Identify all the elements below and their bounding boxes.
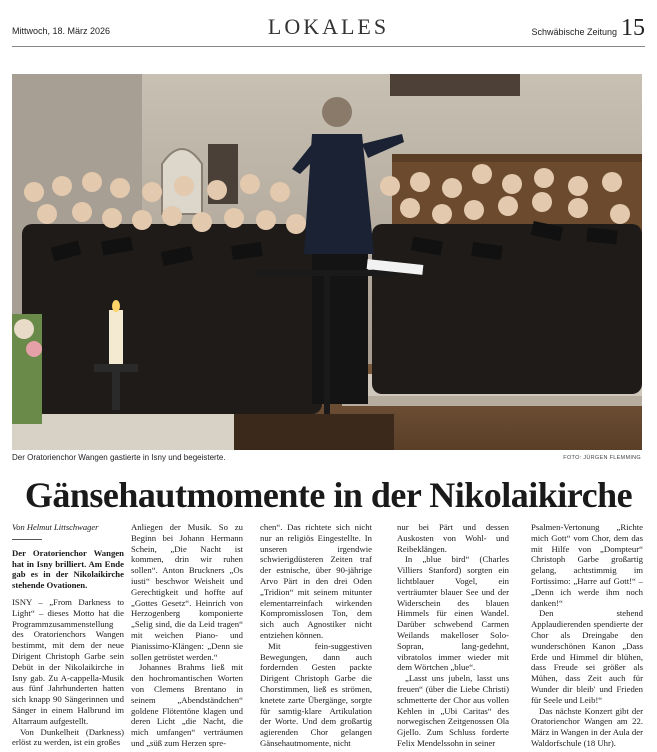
byline-rule (12, 539, 42, 540)
article-paragraph-continued: Psalmen-Vertonung „Richte mich Gott“ vom Chor, dem das mit Hilfe von „Dompteur“ Christoph Garbe großartig gelang, achtstimmig im Fortissimo: „Harre auf Gott!“ – „Denn ich werde ihm noch danken!“ (531, 522, 643, 608)
article-column-1 (12, 522, 124, 748)
article-paragraph: ISNY – „From Darkness to Light“ – dieses Motto hat die Programmzusammenstellung des Oratorienchors Wangen bestimmt, mit dem der neue Dirigent Christoph Garbe sein Debüt in der Nikolaikirche in Isny gab. Zu A-cappella-Musik aus fünf Jahrhunderten hatten sich knapp 90 Sängerinnen und Sänger in einem Halbrund im Altarraum aufgestellt. (12, 596, 124, 726)
article-column-3 (260, 522, 372, 749)
article-byline: Von Helmut Littschwager (12, 522, 99, 532)
article-paragraph-continued: nur bei Pärt und dessen Auskosten von Wohl- und Reibeklängen. (397, 522, 509, 554)
article-column-4 (397, 522, 509, 749)
article-headline: Gänsehautmomente in der Nikolaikirche (24, 475, 633, 515)
article-paragraph: Den stehend Applaudierenden spendierte der Chor als Dreingabe den wunderschönen Kanon „Dass Erde und Himmel dir blühen, dass Freude sei größer als Mühen, dass Zeit auch für Wunder dir bleib' und Frieden für Seele und Leib!“ (531, 608, 643, 705)
issue-date: Mittwoch, 18. März 2026 (12, 26, 111, 36)
article-paragraph-continued: chen“. Das richtete sich nicht nur an religiös Eingestellte. In unseren irgendwie schwierigdüsteren Zeiten traf der estnische, über 90-jährige Arvo Pärt in den drei Oden „Tridion“ mit seinem mitunter elementarreinfach wirkenden Kompromisslosen Ton, dem sich auch Agnostiker nicht entziehen können. (260, 522, 372, 640)
article-paragraph: Johannes Brahms ließ mit den hochromantischen Worten von Clemens Brentano in seinem „Abendständchen“ goldene Flötentöne klagen und deren Licht „die Nacht, die mich umfangen“ verträumen und „süß zum Herzen spre- (131, 662, 243, 748)
section-title: LOKALES (267, 14, 390, 39)
article-paragraph: Mit fein-suggestiven Bewegungen, dann auch fordernden Gesten packte Dirigent Christoph Garbe die Chorstimmen, ließ es strömen, knetete zarte Übergänge, sorgte für samtig-klare Artikulation der Worte. Und dem großartig agierenden Chor gelangen Gänsehautmomente, nicht (260, 640, 372, 748)
page-number: 15 (621, 15, 645, 41)
choir-photo-illustration (12, 74, 642, 450)
photo-caption: Der Oratorienchor Wangen gastierte in Isny und begeisterte. (12, 453, 226, 462)
choir-photo (12, 74, 642, 450)
article-paragraph: „Lasst uns jubeln, lasst uns freuen“ (über die Liebe Christi) schmetterte der Chor aus vollen Kehlen in „Ubi Caritas“ des norwegischen Zeitgenossen Ola Gjello. Zum Schluss forderte Felix Mendelssohn in seiner (397, 673, 509, 748)
article-paragraph-continued: Anliegen der Musik. So zu Beginn bei Johann Hermann Schein, „Die Nacht ist kommen, drin wir ruhen sollen“. Anton Bruckners „Os iusti“ beschwor Weisheit und Gerechtigkeit und hoffte auf „Gottes Gesetz“. Heinrich von Herzogenberg komponierte „Selig sind, die da Leid tragen“ mit weichen Piano- und Pianissimo-Klängen: „Denn sie sollen getröstet werden.“ (131, 522, 243, 662)
article-paragraph: Das nächste Konzert gibt der Oratorienchor Wangen am 22. März in Wangen in der Aula der Waldorfschule (18 Uhr). (531, 705, 643, 748)
article-column-5 (531, 522, 643, 749)
article-lead: Der Oratorienchor Wangen hat in Isny brilliert. Am Ende gab es in der Nikolaikirche stehende Ovationen. (12, 547, 124, 591)
newspaper-name: Schwäbische Zeitung (531, 27, 617, 37)
article-paragraph: Von Dunkelheit (Darkness) erlöst zu werden, ist ein großes (12, 726, 124, 748)
article-column-2 (131, 522, 243, 749)
article-paragraph: In „blue bird“ (Charles Villiers Stanford) sorgten ein lichtblauer Vogel, ein verträumter blauer See und der Widerschein des blauen Himmels für einen Wandel. Darüber schwebend Carmen Weilands makelloser Solo-Sopran, lang-gedehnt, vibratolos immer wieder mit dem Wörtchen „blue“. (397, 554, 509, 673)
header-rule (12, 46, 645, 47)
photo-credit: FOTO: JÜRGEN FLEMMING (563, 455, 641, 461)
